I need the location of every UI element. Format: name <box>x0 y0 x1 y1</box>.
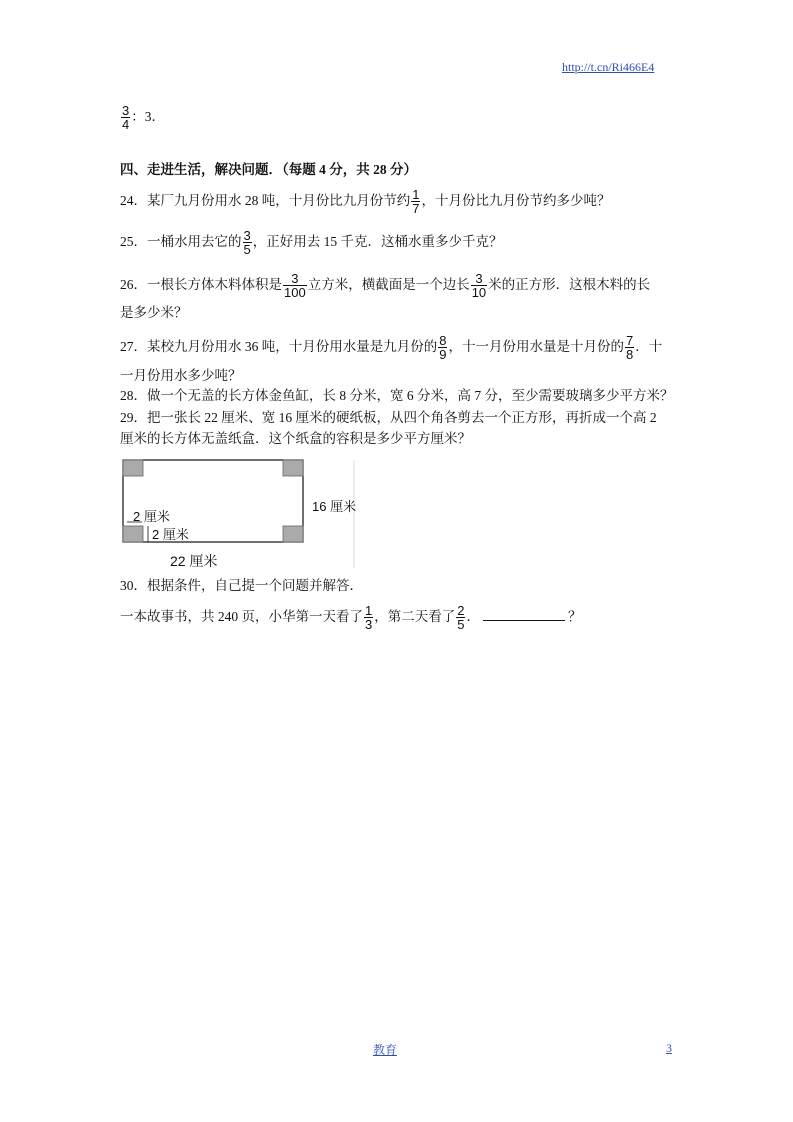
fraction: $\frac{1}{7}$ <box>412 187 420 217</box>
width-label: 22 厘米 <box>170 553 218 569</box>
question-26-line2: 是多少米？ <box>120 305 188 320</box>
section-heading: 四、走进生活，解决问题．（每题 4 分，共 28 分） <box>120 162 417 177</box>
question-29-line2: 厘米的长方体无盖纸盒．这个纸盒的容积是多少平方厘米？ <box>120 431 471 446</box>
cardboard-diagram <box>118 456 368 572</box>
question-30: 30．根据条件，自己提一个问题并解答． <box>120 578 363 593</box>
fraction: $\frac{3}{5}$ <box>243 228 251 258</box>
fraction: $\frac{3}{10}$ <box>471 271 487 301</box>
fraction: $\frac{7}{8}$ <box>625 333 634 363</box>
fraction: $\frac{8}{9}$ <box>439 333 447 363</box>
corner-label: 2 厘米 <box>133 509 170 524</box>
fraction: $\frac{2}{5}$ <box>457 603 465 633</box>
question-30-line2: 一本故事书，共 240 页，小华第一天看了 $\frac{1}{3}$ ，第二天看了 $\frac{2}{5}$ ． ？ <box>120 603 582 633</box>
answer-blank[interactable] <box>483 606 565 621</box>
corner-label: 2 厘米 <box>152 527 189 542</box>
cardboard-outline <box>123 460 303 542</box>
question-26: 26．一根长方体木料体积是 $\frac{3}{100}$ 立方米，横截面是一个边长 $\frac{3}{10}$ 米的正方形．这根木料的长 <box>120 271 651 301</box>
corner-square-bottom-right <box>283 526 303 542</box>
question-25: 25．一桶水用去它的 $\frac{3}{5}$ ，正好用去 15 千克．这桶水重多少千克？ <box>120 228 503 258</box>
question-29: 29．把一张长 22 厘米、宽 16 厘米的硬纸板，从四个角各剪去一个正方形，再折成一个高 2 <box>120 410 657 425</box>
fraction: $\frac{1}{3}$ <box>365 603 373 633</box>
question-24: 24．某厂九月份用水 28 吨，十月份比九月份节约 $\frac{1}{7}$ ，十月份比九月份节约多少吨？ <box>120 187 611 217</box>
header-link[interactable]: http://t.cn/Ri466E4 <box>562 60 655 74</box>
question-28: 28．做一个无盖的长方体金鱼缸，长 8 分米，宽 6 分米，高 7 分，至少需要玻璃多少平方米？ <box>120 388 674 403</box>
question-27: 27．某校九月份用水 36 吨，十月份用水量是九月份的 $\frac{8}{9}$ ，十一月份用水量是十月份的 $\frac{7}{8}$ ．十 <box>120 333 663 363</box>
corner-square-bottom-left <box>123 526 143 542</box>
fraction: $\frac{3}{100}$ <box>284 271 306 301</box>
corner-square-top-left <box>123 460 143 476</box>
fraction: $\frac{3}{4}$ <box>122 103 130 133</box>
question-27-line2: 一月份用水多少吨？ <box>120 368 242 383</box>
height-label: 16 厘米 <box>312 499 357 514</box>
corner-square-top-right <box>283 460 303 476</box>
footer-link[interactable]: 教育 <box>373 1043 398 1057</box>
page-number[interactable]: 3 <box>666 1041 672 1055</box>
q23-answer-tail: $\frac{3}{4}$ ：3． <box>122 103 165 133</box>
